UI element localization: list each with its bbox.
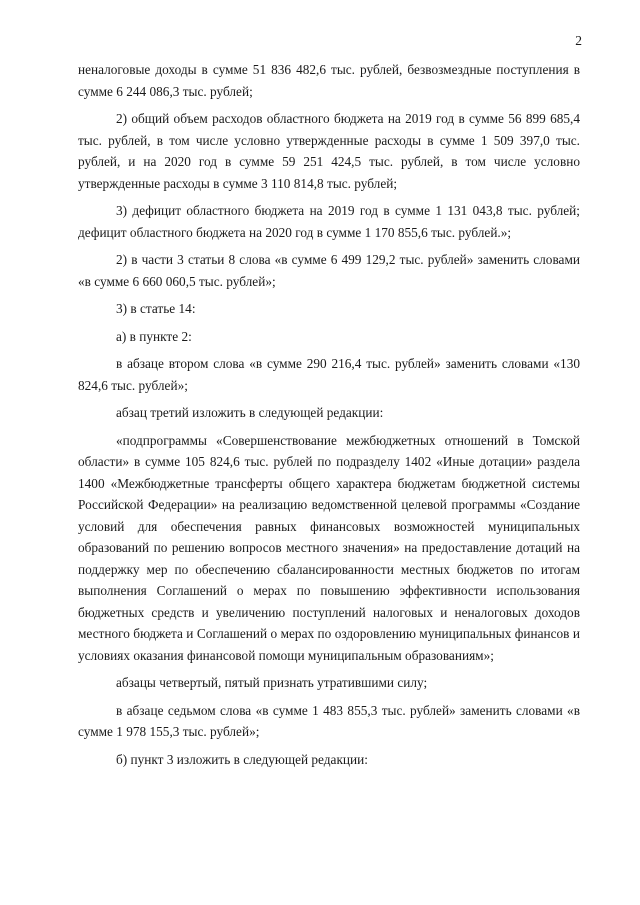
paragraph-subprogram-quote: «подпрограммы «Совершенствование межбюджетных отношений в Томской области» в сумме 105 824,6 тыс. рублей по подразделу 1402 «Иные дотации» раздела 1400 «Межбюджетные трансферты общего характера бюджетам бюджетной системы Российской Федерации» на реализацию ведомственной целевой программы «Создание условий для обеспечения равных финансовых возможностей муниципальных образований по решению вопросов местного значения» на предоставление дотаций на поддержку мер по обеспечению сбалансированности местных бюджетов по итогам выполнения Соглашений о мерах по повышению эффективности использования бюджетных средств и увеличению поступлений налоговых и неналоговых доходов местного бюджета и Соглашений о мерах по оздоровлению муниципальных финансов и условиях оказания финансовой помощи муниципальным образованиям»; [78,432,580,663]
paragraph-point-3: б) пункт 3 изложить в следующей редакции: [116,751,368,767]
paragraph-revenue-continuation: неналоговые доходы в сумме 51 836 482,6 тыс. рублей, безвозмездные поступления в сумме 6 244 086,3 тыс. рублей; [78,62,580,99]
paragraph-abzac-2: в абзаце втором слова «в сумме 290 216,4 тыс. рублей» заменить словами «130 824,6 тыс. рублей»; [78,356,580,393]
paragraph-article-14: 3) в статье 14: [116,301,196,316]
paragraph-abzac-3-heading: абзац третий изложить в следующей редакции: [116,405,384,420]
paragraph-point-2: а) в пункте 2: [116,328,192,344]
paragraph-article-8: 2) в части 3 статьи 8 слова «в сумме 6 499 129,2 тыс. рублей» заменить словами «в сумме 6 660 060,5 тыс. рублей»; [78,252,580,289]
paragraph-abzac-7: в абзаце седьмом слова «в сумме 1 483 855,3 тыс. рублей» заменить словами «в сумме 1 978 155,3 тыс. рублей»; [78,702,580,739]
paragraph-abzac-4-5: абзацы четвертый, пятый признать утратившими силу; [116,675,428,690]
paragraph-expenditures: 2) общий объем расходов областного бюджета на 2019 год в сумме 56 899 685,4 тыс. рублей, в том числе условно утвержденные расходы в сумме 1 509 397,0 тыс. рублей, и на 2020 год в сумме 59 251 424,5 тыс. рублей, в том числе условно утвержденные расходы в сумме 3 110 814,8 тыс. рублей; [78,111,580,191]
paragraph-deficit: 3) дефицит областного бюджета на 2019 год в сумме 1 131 043,8 тыс. рублей; дефицит областного бюджета на 2020 год в сумме 1 170 855,6 тыс. рублей.»; [78,203,580,240]
document-body [78,59,580,770]
page-number: 2 [575,33,582,48]
